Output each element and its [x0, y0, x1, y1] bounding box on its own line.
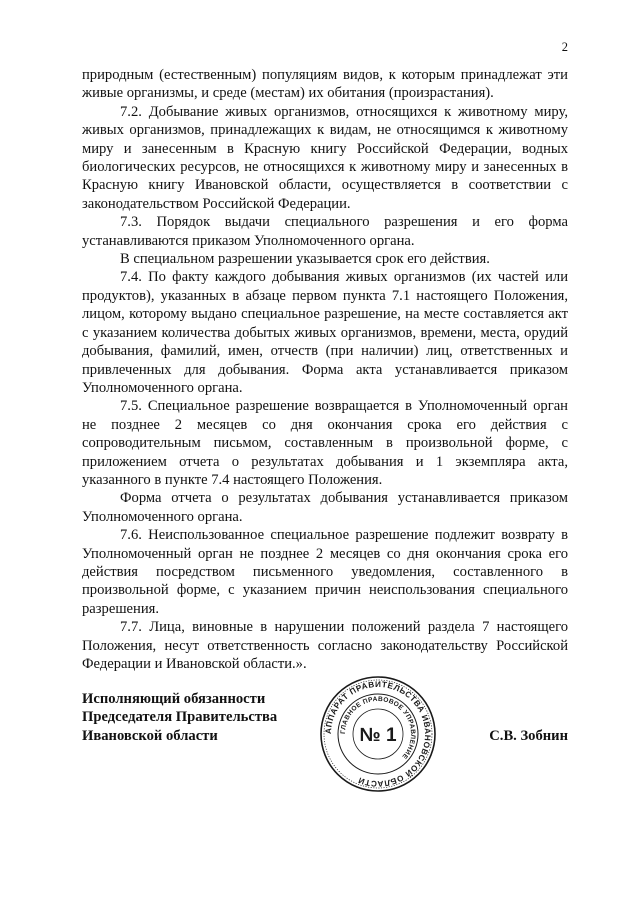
signatory-title-line: Ивановской области	[82, 727, 218, 744]
seal-ring-text: АППАРАТ ПРАВИТЕЛЬСТВА ИВАНОВСКОЙ ОБЛАСТИ	[323, 679, 433, 789]
signatory-title-line: Исполняющий обязанности	[82, 691, 266, 707]
paragraph: 7.7. Лица, виновные в нарушении положений раздела 7 настоящего Положения, несут ответственность согласно законодательству Российской Федерации и Ивановской области.».	[82, 619, 568, 672]
official-seal	[318, 674, 438, 794]
paragraph: природным (естественным) популяциям видов, к которым принадлежат эти живые организмы, и среде (местам) их обитания (произрастания).	[82, 67, 568, 102]
paragraph: 7.6. Неиспользованное специальное разрешение подлежит возврату в Уполномоченный орган не позднее 2 месяцев со дня окончания срока его действия посредством письменного уведомления, составленного в произвольной форме, с указанием причин неиспользования специального разрешения.	[82, 527, 568, 617]
paragraph: 7.2. Добывание живых организмов, относящихся к животному миру, живых организмов, принадлежащих к видам, не относящимся к животному миру и занесенным в Красную книгу Российской Федерации, водных биологических ресурсов, не относящихся к животному миру и занесенных в Красную книгу Ивановской области, осуществляется в соответствии с законодательством Российской Федерации.	[82, 103, 568, 212]
paragraph: 7.3. Порядок выдачи специального разрешения и его форма устанавливаются приказом Уполномоченного органа.	[82, 214, 568, 249]
paragraph: 7.5. Специальное разрешение возвращается в Уполномоченный орган не позднее 2 месяцев со дня окончания срока его действия с сопроводительным письмом, составленным в произвольной форме, с приложением отчета о результатах добывания и 1 экземпляра акта, указанного в пункте 7.4 настоящего Положения.	[82, 398, 568, 488]
seal-inner-text: ГЛАВНОЕ ПРАВОВОЕ УПРАВЛЕНИЕ	[339, 695, 417, 761]
document-body	[82, 66, 568, 673]
paragraph: Форма отчета о результатах добывания устанавливается приказом Уполномоченного органа.	[82, 490, 568, 525]
signature-block	[82, 679, 568, 800]
signatory-title	[82, 690, 277, 745]
paragraph: В специальном разрешении указывается срок его действия.	[120, 251, 490, 268]
signatory-name: С.В. Зобнин	[489, 728, 568, 744]
paragraph: 7.4. По факту каждого добывания живых организмов (их частей или продуктов), указанных в абзаце первом пункта 7.1 настоящего Положения, лицом, которому выдано специальное разрешение, на месте составляется акт с указанием количества добытых живых организмов, времени, места, орудий добывания, фамилий, имен, отчеств (при наличии) лиц, ответственных и привлеченных для добывания. Форма акта устанавливается приказом Уполномоченного органа.	[82, 269, 568, 396]
signatory-title-line: Председателя Правительства	[82, 709, 278, 726]
page-number: 2	[561, 40, 568, 54]
seal-number: № 1	[359, 725, 397, 746]
